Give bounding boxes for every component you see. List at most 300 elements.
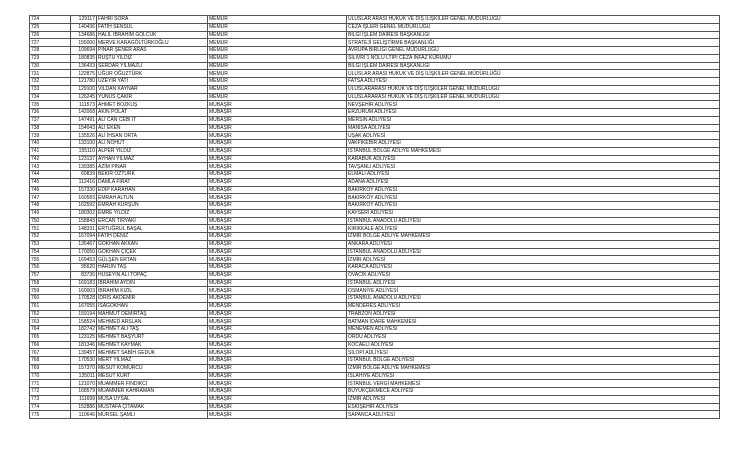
table-row <box>30 380 720 388</box>
full-name-cell: GÜLŞEN ERTAN <box>97 256 208 264</box>
job-title-cell: MUBAŞİR <box>208 202 347 210</box>
job-title-cell: MEMUR <box>208 54 347 62</box>
assigned-unit-cell: ULUSLARARASI HUKUK VE DIŞ İLİŞKİLER GENEL MÜDÜRLÜĞÜ <box>347 85 720 93</box>
row-number-cell: 734 <box>30 93 71 101</box>
full-name-cell: HÜSEYİN ALİ TOPAÇ <box>97 271 208 279</box>
full-name-cell: AKIN POLAT <box>97 109 208 117</box>
row-number-cell: 747 <box>30 194 71 202</box>
full-name-cell: MERVE KARAGÖLTÜRKOĞLU <box>97 39 208 47</box>
full-name-cell: AZİM PINAR <box>97 163 208 171</box>
job-title-cell: MUBAŞİR <box>208 233 347 241</box>
assigned-unit-cell: TRABZON ADLİYESİ <box>347 310 720 318</box>
assigned-unit-cell: MENEMEN ADLİYESİ <box>347 326 720 334</box>
table-row <box>30 357 720 365</box>
assigned-unit-cell: UŞAK ADLİYESİ <box>347 132 720 140</box>
table-row <box>30 155 720 163</box>
registry-number-cell: 155000 <box>71 39 97 47</box>
registry-number-cell: 142068 <box>71 109 97 117</box>
job-title-cell: MUBAŞİR <box>208 357 347 365</box>
row-number-cell: 770 <box>30 372 71 380</box>
full-name-cell: EMRAH KURŞUN <box>97 202 208 210</box>
job-title-cell: MEMUR <box>208 70 347 78</box>
row-number-cell: 755 <box>30 256 71 264</box>
registry-number-cell: 167055 <box>71 302 97 310</box>
job-title-cell: MUBAŞİR <box>208 147 347 155</box>
table-row <box>30 93 720 101</box>
assigned-unit-cell: BAKIRKÖY ADLİYESİ <box>347 202 720 210</box>
assigned-unit-cell: KARABÜK ADLİYESİ <box>347 155 720 163</box>
registry-number-cell: 60839 <box>71 171 97 179</box>
row-number-cell: 737 <box>30 116 71 124</box>
row-number-cell: 744 <box>30 171 71 179</box>
job-title-cell: MUBAŞİR <box>208 271 347 279</box>
table-row <box>30 178 720 186</box>
job-title-cell: MUBAŞİR <box>208 109 347 117</box>
table-row <box>30 101 720 109</box>
registry-number-cell: 139385 <box>71 163 97 171</box>
full-name-cell: UĞUR OĞUZTÜRK <box>97 70 208 78</box>
row-number-cell: 742 <box>30 155 71 163</box>
full-name-cell: DAMLA FIRAT <box>97 178 208 186</box>
assigned-unit-cell: İSTANBUL VERGİ MAHKEMESİ <box>347 380 720 388</box>
row-number-cell: 753 <box>30 240 71 248</box>
full-name-cell: GÖKHAN AKKAN <box>97 240 208 248</box>
table-row <box>30 163 720 171</box>
registry-number-cell: 167094 <box>71 233 97 241</box>
registry-number-cell: 157370 <box>71 364 97 372</box>
full-name-cell: ALİ CAN CEBİ IT <box>97 116 208 124</box>
table-row <box>30 116 720 124</box>
assigned-unit-cell: MERSİN ADLİYESİ <box>347 116 720 124</box>
row-number-cell: 746 <box>30 186 71 194</box>
full-name-cell: İBRAHİM AYDIN <box>97 279 208 287</box>
job-title-cell: MUBAŞİR <box>208 140 347 148</box>
registry-number-cell: 160003 <box>71 287 97 295</box>
registry-number-cell: 121070 <box>71 380 97 388</box>
full-name-cell: MESUT KURT <box>97 372 208 380</box>
assigned-unit-cell: İSTANBUL ANADOLU ADLİYESİ <box>347 295 720 303</box>
job-title-cell: MUBAŞİR <box>208 318 347 326</box>
row-number-cell: 735 <box>30 101 71 109</box>
registry-number-cell: 121780 <box>71 78 97 86</box>
row-number-cell: 748 <box>30 202 71 210</box>
assigned-unit-cell: BAKIRKÖY ADLİYESİ <box>347 186 720 194</box>
row-number-cell: 725 <box>30 23 71 31</box>
table-row <box>30 388 720 396</box>
table-row <box>30 395 720 403</box>
assigned-unit-cell: İZMİR ADLİYESİ <box>347 395 720 403</box>
row-number-cell: 727 <box>30 39 71 47</box>
table-row <box>30 140 720 148</box>
table-row <box>30 70 720 78</box>
registry-number-cell: 135011 <box>71 372 97 380</box>
assigned-unit-cell: İSTANBUL BÖLGE ADLİYESİ <box>347 357 720 365</box>
job-title-cell: MEMUR <box>208 62 347 70</box>
full-name-cell: MERT YILMAZ <box>97 357 208 365</box>
registry-number-cell: 133100 <box>71 140 97 148</box>
registry-number-cell: 83730 <box>71 271 97 279</box>
full-name-cell: EDİP KARAHAN <box>97 186 208 194</box>
row-number-cell: 756 <box>30 264 71 272</box>
personnel-table <box>29 15 720 419</box>
registry-number-cell: 95620 <box>71 264 97 272</box>
registry-number-cell: 135526 <box>71 132 97 140</box>
row-number-cell: 772 <box>30 388 71 396</box>
row-number-cell: 732 <box>30 78 71 86</box>
assigned-unit-cell: SİLİVRİ 1 NOLU LTİPİ CEZA İNFAZ KURUMU <box>347 54 720 62</box>
full-name-cell: ÜZEYİR YATI <box>97 78 208 86</box>
registry-number-cell: 180302 <box>71 209 97 217</box>
table-row <box>30 240 720 248</box>
registry-number-cell: 162592 <box>71 202 97 210</box>
job-title-cell: MUBAŞİR <box>208 248 347 256</box>
assigned-unit-cell: KIRIKKALE ADLİYESİ <box>347 225 720 233</box>
registry-number-cell: 111699 <box>71 395 97 403</box>
row-number-cell: 754 <box>30 248 71 256</box>
registry-number-cell: 134686 <box>71 31 97 39</box>
row-number-cell: 724 <box>30 16 71 24</box>
row-number-cell: 745 <box>30 178 71 186</box>
row-number-cell: 765 <box>30 333 71 341</box>
registry-number-cell: 148331 <box>71 225 97 233</box>
assigned-unit-cell: KARACA ADLİYESİ <box>347 264 720 272</box>
assigned-unit-cell: BİLGİ İŞLEM DAİRESİ BAŞKANLIĞI <box>347 62 720 70</box>
job-title-cell: MUBAŞİR <box>208 256 347 264</box>
row-number-cell: 773 <box>30 395 71 403</box>
full-name-cell: FAHRİ SORA <box>97 16 208 24</box>
table-row <box>30 47 720 55</box>
job-title-cell: MUBAŞİR <box>208 240 347 248</box>
job-title-cell: MUBAŞİR <box>208 101 347 109</box>
row-number-cell: 762 <box>30 310 71 318</box>
assigned-unit-cell: ULUSLARARASI HUKUK VE DIŞ İLİŞKİLER GENEL MÜDÜRLÜĞÜ <box>347 93 720 101</box>
table-row <box>30 209 720 217</box>
job-title-cell: MUBAŞİR <box>208 194 347 202</box>
table-row <box>30 85 720 93</box>
full-name-cell: AHMET BOZKUŞ <box>97 101 208 109</box>
assigned-unit-cell: ERZURUM ADLİYESİ <box>347 109 720 117</box>
assigned-unit-cell: MANİSA ADLİYESİ <box>347 124 720 132</box>
registry-number-cell: 129100 <box>71 85 97 93</box>
table-row <box>30 62 720 70</box>
row-number-cell: 757 <box>30 271 71 279</box>
full-name-cell: MEHMET BAŞYURT <box>97 333 208 341</box>
assigned-unit-cell: BAKIRKÖY ADLİYESİ <box>347 194 720 202</box>
assigned-unit-cell: BÜYÜKÇEKMECE ADLİYESİ <box>347 388 720 396</box>
job-title-cell: MEMUR <box>208 78 347 86</box>
job-title-cell: MUBAŞİR <box>208 364 347 372</box>
assigned-unit-cell: OSMANİYE ADLİYESİ <box>347 287 720 295</box>
registry-number-cell: 168579 <box>71 388 97 396</box>
table-row <box>30 217 720 225</box>
full-name-cell: VİLDAN KAYNAR <box>97 85 208 93</box>
job-title-cell: MUBAŞİR <box>208 302 347 310</box>
row-number-cell: 758 <box>30 279 71 287</box>
table-row <box>30 349 720 357</box>
row-number-cell: 767 <box>30 349 71 357</box>
table-row <box>30 403 720 411</box>
table-row <box>30 326 720 334</box>
table-row <box>30 186 720 194</box>
registry-number-cell: 123125 <box>71 333 97 341</box>
row-number-cell: 728 <box>30 47 71 55</box>
full-name-cell: FATİH DENİZ <box>97 233 208 241</box>
job-title-cell: MUBAŞİR <box>208 411 347 419</box>
full-name-cell: ALİ EKEN <box>97 124 208 132</box>
row-number-cell: 726 <box>30 31 71 39</box>
full-name-cell: İSAGÖKHAN <box>97 302 208 310</box>
assigned-unit-cell: ORDU ADLİYESİ <box>347 333 720 341</box>
assigned-unit-cell: ELMALI ADLİYESİ <box>347 171 720 179</box>
job-title-cell: MEMUR <box>208 39 347 47</box>
registry-number-cell: 169453 <box>71 256 97 264</box>
assigned-unit-cell: ULUSLAR ARASI HUKUK VE DIŞ İLİŞKİLER GENEL MÜDÜRLÜĞÜ <box>347 16 720 24</box>
assigned-unit-cell: KOCAELİ ADLİYESİ <box>347 341 720 349</box>
full-name-cell: MAHMUT DEMİRTAŞ <box>97 310 208 318</box>
assigned-unit-cell: TAVŞANLI ADLİYESİ <box>347 163 720 171</box>
assigned-unit-cell: İSTANBUL ANADOLU ADLİYESİ <box>347 217 720 225</box>
row-number-cell: 743 <box>30 163 71 171</box>
table-row <box>30 202 720 210</box>
registry-number-cell: 158843 <box>71 217 97 225</box>
table-row <box>30 225 720 233</box>
job-title-cell: MUBAŞİR <box>208 295 347 303</box>
row-number-cell: 761 <box>30 302 71 310</box>
row-number-cell: 731 <box>30 70 71 78</box>
table-row <box>30 364 720 372</box>
job-title-cell: MEMUR <box>208 85 347 93</box>
job-title-cell: MUBAŞİR <box>208 395 347 403</box>
assigned-unit-cell: STRATEJİ GELİŞTİRME BAŞKANLIĞI <box>347 39 720 47</box>
job-title-cell: MUBAŞİR <box>208 341 347 349</box>
registry-number-cell: 170050 <box>71 248 97 256</box>
full-name-cell: MUAMMER FINDIKCI <box>97 380 208 388</box>
assigned-unit-cell: İZMİR BÖLGE ADLİYE MAHKEMESİ <box>347 364 720 372</box>
full-name-cell: ERCAN TİRYAKİ <box>97 217 208 225</box>
table-row <box>30 132 720 140</box>
assigned-unit-cell: AVRUPA BİRLİĞİ GENEL MÜDÜRLÜĞÜ <box>347 47 720 55</box>
full-name-cell: YUNUS ÇAKIR <box>97 93 208 101</box>
registry-number-cell: 139457 <box>71 349 97 357</box>
registry-number-cell: 126245 <box>71 93 97 101</box>
row-number-cell: 749 <box>30 209 71 217</box>
registry-number-cell: 140436 <box>71 23 97 31</box>
table-row <box>30 194 720 202</box>
full-name-cell: MEHMET SABİH GEDUK <box>97 349 208 357</box>
full-name-cell: MEHMET ALİ TAŞ <box>97 326 208 334</box>
row-number-cell: 736 <box>30 109 71 117</box>
table-row <box>30 23 720 31</box>
row-number-cell: 738 <box>30 124 71 132</box>
full-name-cell: PINAR ŞENER ARAS <box>97 47 208 55</box>
personnel-table-body <box>30 16 720 419</box>
full-name-cell: HALİL İBRAHİM GÖLCÜK <box>97 31 208 39</box>
registry-number-cell: 154043 <box>71 124 97 132</box>
table-row <box>30 248 720 256</box>
assigned-unit-cell: BATMAN İDARE MAHKEMESİ <box>347 318 720 326</box>
job-title-cell: MEMUR <box>208 31 347 39</box>
row-number-cell: 769 <box>30 364 71 372</box>
row-number-cell: 740 <box>30 140 71 148</box>
table-row <box>30 264 720 272</box>
full-name-cell: MEHMED ARSLAN <box>97 318 208 326</box>
full-name-cell: ALİ İHSAN ORTA <box>97 132 208 140</box>
registry-number-cell: 122875 <box>71 70 97 78</box>
job-title-cell: MUBAŞİR <box>208 225 347 233</box>
registry-number-cell: 158524 <box>71 318 97 326</box>
registry-number-cell: 129117 <box>71 16 97 24</box>
row-number-cell: 763 <box>30 318 71 326</box>
registry-number-cell: 109694 <box>71 47 97 55</box>
job-title-cell: MUBAŞİR <box>208 178 347 186</box>
full-name-cell: MUSTAFA ÇITAMAK <box>97 403 208 411</box>
job-title-cell: MUBAŞİR <box>208 333 347 341</box>
assigned-unit-cell: OVACIK ADLİYESİ <box>347 271 720 279</box>
assigned-unit-cell: KAYSERİ ADLİYESİ <box>347 209 720 217</box>
job-title-cell: MUBAŞİR <box>208 372 347 380</box>
registry-number-cell: 170530 <box>71 357 97 365</box>
table-row <box>30 31 720 39</box>
registry-number-cell: 136433 <box>71 62 97 70</box>
table-row <box>30 256 720 264</box>
table-row <box>30 341 720 349</box>
registry-number-cell: 135467 <box>71 240 97 248</box>
job-title-cell: MUBAŞİR <box>208 186 347 194</box>
assigned-unit-cell: BİLGİ İŞLEM DAİRESİ BAŞKANLIĞI <box>347 31 720 39</box>
job-title-cell: MUBAŞİR <box>208 388 347 396</box>
job-title-cell: MUBAŞİR <box>208 264 347 272</box>
job-title-cell: MUBAŞİR <box>208 287 347 295</box>
table-row <box>30 279 720 287</box>
row-number-cell: 764 <box>30 326 71 334</box>
registry-number-cell: 157330 <box>71 186 97 194</box>
table-row <box>30 302 720 310</box>
table-row <box>30 295 720 303</box>
assigned-unit-cell: İSTANBUL BÖLGE ADLİYE MAHKEMESİ <box>347 147 720 155</box>
row-number-cell: 759 <box>30 287 71 295</box>
table-row <box>30 287 720 295</box>
job-title-cell: MEMUR <box>208 47 347 55</box>
registry-number-cell: 111573 <box>71 101 97 109</box>
row-number-cell: 729 <box>30 54 71 62</box>
row-number-cell: 768 <box>30 357 71 365</box>
full-name-cell: EMRE YILDIZ <box>97 209 208 217</box>
assigned-unit-cell: FATSA ADLİYESİ <box>347 78 720 86</box>
assigned-unit-cell: SAPANCA ADLİYESİ <box>347 411 720 419</box>
job-title-cell: MEMUR <box>208 23 347 31</box>
personnel-list-page <box>29 15 720 419</box>
full-name-cell: MUAMMER KAHRAMAN <box>97 388 208 396</box>
table-row <box>30 78 720 86</box>
assigned-unit-cell: ANKARA ADLİYESİ <box>347 240 720 248</box>
full-name-cell: MUSA UYSAL <box>97 395 208 403</box>
row-number-cell: 733 <box>30 85 71 93</box>
assigned-unit-cell: İZMİR BÖLGE ADLİYE MAHKEMESİ <box>347 233 720 241</box>
row-number-cell: 741 <box>30 147 71 155</box>
full-name-cell: EMRAH ALTUN <box>97 194 208 202</box>
table-row <box>30 318 720 326</box>
table-row <box>30 372 720 380</box>
table-row <box>30 271 720 279</box>
job-title-cell: MUBAŞİR <box>208 217 347 225</box>
assigned-unit-cell: İSTANBUL ANADOLU ADLİYESİ <box>347 248 720 256</box>
table-row <box>30 147 720 155</box>
full-name-cell: ALİ NOHUT <box>97 140 208 148</box>
registry-number-cell: 155110 <box>71 147 97 155</box>
registry-number-cell: 160583 <box>71 194 97 202</box>
registry-number-cell: 180835 <box>71 54 97 62</box>
job-title-cell: MUBAŞİR <box>208 326 347 334</box>
row-number-cell: 771 <box>30 380 71 388</box>
full-name-cell: MÜRSEL ŞAMLI <box>97 411 208 419</box>
assigned-unit-cell: VAKFIKEBİR ADLİYESİ <box>347 140 720 148</box>
assigned-unit-cell: SİLOPİ ADLİYESİ <box>347 349 720 357</box>
row-number-cell: 752 <box>30 233 71 241</box>
full-name-cell: İBRAHİM KIZIL <box>97 287 208 295</box>
assigned-unit-cell: İSLAHİYE ADLİYESİ <box>347 372 720 380</box>
assigned-unit-cell: İZMİR ADLİYESİ <box>347 256 720 264</box>
full-name-cell: MEHMET KAYMAK <box>97 341 208 349</box>
registry-number-cell: 147491 <box>71 116 97 124</box>
job-title-cell: MUBAŞİR <box>208 310 347 318</box>
table-row <box>30 171 720 179</box>
assigned-unit-cell: İSTANBUL ADLİYESİ <box>347 279 720 287</box>
job-title-cell: MUBAŞİR <box>208 171 347 179</box>
assigned-unit-cell: ESKİŞEHİR ADLİYESİ <box>347 403 720 411</box>
table-row <box>30 54 720 62</box>
job-title-cell: MUBAŞİR <box>208 116 347 124</box>
full-name-cell: ALPER YILDIZ <box>97 147 208 155</box>
row-number-cell: 730 <box>30 62 71 70</box>
job-title-cell: MEMUR <box>208 16 347 24</box>
full-name-cell: HARUN TAŞ <box>97 264 208 272</box>
full-name-cell: ERTUĞRUL BAŞAL <box>97 225 208 233</box>
full-name-cell: İDRİS AKDEMİR <box>97 295 208 303</box>
job-title-cell: MUBAŞİR <box>208 279 347 287</box>
job-title-cell: MUBAŞİR <box>208 349 347 357</box>
job-title-cell: MUBAŞİR <box>208 403 347 411</box>
table-row <box>30 233 720 241</box>
registry-number-cell: 152886 <box>71 403 97 411</box>
registry-number-cell: 181346 <box>71 341 97 349</box>
table-row <box>30 333 720 341</box>
table-row <box>30 310 720 318</box>
job-title-cell: MUBAŞİR <box>208 124 347 132</box>
row-number-cell: 750 <box>30 217 71 225</box>
table-row <box>30 39 720 47</box>
table-row <box>30 16 720 24</box>
registry-number-cell: 169183 <box>71 279 97 287</box>
job-title-cell: MUBAŞİR <box>208 163 347 171</box>
job-title-cell: MUBAŞİR <box>208 380 347 388</box>
registry-number-cell: 159194 <box>71 310 97 318</box>
row-number-cell: 766 <box>30 341 71 349</box>
assigned-unit-cell: ADANA ADLİYESİ <box>347 178 720 186</box>
registry-number-cell: 182742 <box>71 326 97 334</box>
full-name-cell: RÜŞTÜ YILDIZ <box>97 54 208 62</box>
registry-number-cell: 110646 <box>71 411 97 419</box>
job-title-cell: MEMUR <box>208 93 347 101</box>
row-number-cell: 739 <box>30 132 71 140</box>
full-name-cell: GÖKHAN ÇİÇEK <box>97 248 208 256</box>
registry-number-cell: 170528 <box>71 295 97 303</box>
registry-number-cell: 123137 <box>71 155 97 163</box>
assigned-unit-cell: NEVŞEHİR ADLİYESİ <box>347 101 720 109</box>
full-name-cell: BEKİR ÖZTÜRK <box>97 171 208 179</box>
job-title-cell: MUBAŞİR <box>208 132 347 140</box>
full-name-cell: AYHAN YILMAZ <box>97 155 208 163</box>
row-number-cell: 760 <box>30 295 71 303</box>
